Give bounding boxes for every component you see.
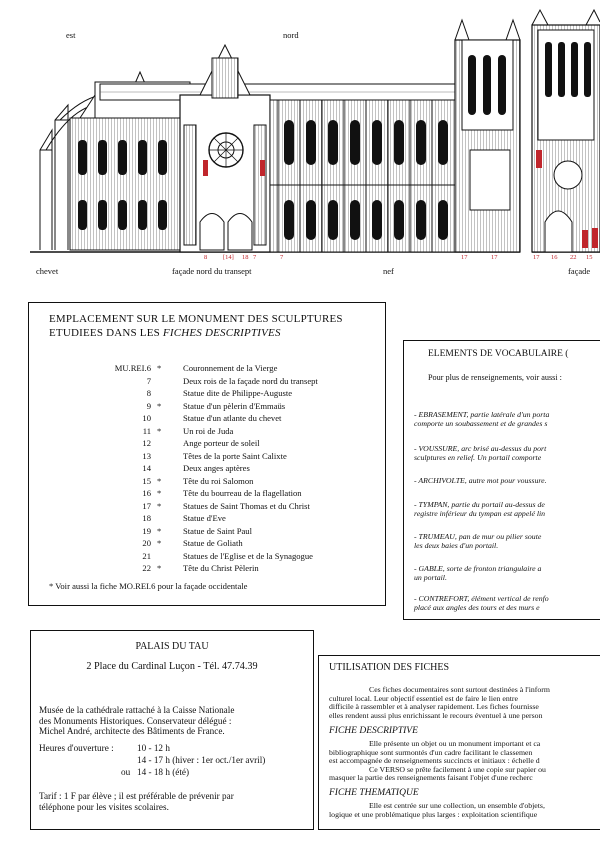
util-line: masquer la partie des renseignements faisant l'objet d'une recherc <box>329 773 533 783</box>
emplacement-title-line2 <box>49 327 281 339</box>
item-number: 20 <box>142 538 151 548</box>
red-num-16: 16 <box>551 254 558 261</box>
item-number: 9 <box>146 400 151 411</box>
item-text: Tête du roi Salomon <box>183 475 254 486</box>
red-num-17b: 17 <box>491 254 498 261</box>
item-text: Tête du Christ Pèlerin <box>183 563 259 573</box>
util-line: Elle est centrée sur une collection, un ensemble d'objets, <box>369 801 545 810</box>
label-facade-nord-transept: façade nord du transept <box>172 266 252 276</box>
vocab-line: - VOUSSURE, arc brisé au-dessus du port <box>414 444 547 453</box>
item-text: Têtes de la porte Saint Calixte <box>183 450 287 461</box>
emplacement-title-italic: FICHES DESCRIPTIVES <box>162 327 281 339</box>
item-number: 17 <box>142 500 151 511</box>
item-star: * <box>157 363 162 373</box>
palais-desc-line: des Monuments Historiques. Conservateur délégué : <box>39 715 232 726</box>
vocab-item <box>414 533 541 550</box>
palais-description <box>39 705 234 737</box>
emplacement-footnote: * Voir aussi la fiche MO.REI.6 pour la façade occidentale <box>49 581 248 591</box>
util-line: Ce VERSO se prête facilement à une copie sur papier ou <box>369 764 546 774</box>
item-star: * <box>157 400 162 411</box>
item-star: * <box>157 488 162 498</box>
emplacement-title-plain: ETUDIEES DANS LES <box>49 327 163 339</box>
util-line: Ces fiches documentaires sont surtout destinées à l'inform <box>369 685 550 694</box>
palais-tarif <box>39 791 234 812</box>
red-num-18: 18 <box>242 254 249 261</box>
item-text: Ange porteur de soleil <box>183 438 260 448</box>
emplacement-title-line1: EMPLACEMENT SUR LE MONUMENT DES SCULPTURES <box>49 313 343 325</box>
item-text: Statues de l'Eglise et de la Synagogue <box>183 550 313 561</box>
fiche-descriptive-heading: FICHE DESCRIPTIVE <box>329 726 418 736</box>
vocab-item <box>414 595 549 612</box>
item-text: Tête du bourreau de la flagellation <box>183 488 302 498</box>
palais-tarif-line: téléphone pour les visites scolaires. <box>39 801 169 812</box>
item-star: * <box>157 500 162 511</box>
item-text: Deux rois de la façade nord du transept <box>183 375 318 386</box>
item-number: 11 <box>142 425 151 436</box>
label-est: est <box>66 30 76 40</box>
palais-desc-line: Musée de la cathédrale rattaché à la Caisse Nationale <box>39 705 235 715</box>
item-star: * <box>157 525 162 536</box>
item-number: 18 <box>142 513 151 523</box>
item-text: Statues de Saint Thomas et du Christ <box>183 500 310 511</box>
palais-address: 2 Place du Cardinal Luçon - Tél. 47.74.39 <box>86 661 258 672</box>
vocab-line: sculptures en relief. Un portail comporte <box>414 452 542 462</box>
item-text: Statue d'un pèlerin d'Emmaüs <box>183 400 286 411</box>
fiche-thematique-heading: FICHE THEMATIQUE <box>329 788 419 798</box>
red-num-14: [14] <box>223 254 234 261</box>
item-number: 21 <box>142 550 151 561</box>
red-num-17c: 17 <box>533 254 540 261</box>
vocab-item <box>414 565 541 582</box>
item-text: Statue dite de Philippe-Auguste <box>183 388 293 398</box>
vocab-line: un portail. <box>414 572 447 582</box>
item-text: Couronnement de la Vierge <box>183 363 278 373</box>
item-text: Un roi de Juda <box>183 425 234 436</box>
utilisation-paragraph-2 <box>329 740 546 783</box>
item-number: 8 <box>146 388 151 398</box>
item-star: * <box>157 538 162 548</box>
vocab-item <box>414 445 546 462</box>
vocab-line: - GABLE, sorte de fronton triangulaire a <box>414 564 542 573</box>
item-text: Statue de Goliath <box>183 538 243 548</box>
utilisation-box <box>318 655 600 830</box>
item-number: 16 <box>142 488 151 498</box>
item-text: Statue d'un atlante du chevet <box>183 413 282 423</box>
item-number: 22 <box>142 563 151 573</box>
vocab-item <box>414 501 545 518</box>
red-num-17a: 17 <box>461 254 468 261</box>
vocab-item <box>414 477 547 486</box>
item-text: Deux anges aptères <box>183 463 250 473</box>
red-num-15: 15 <box>586 254 593 261</box>
util-line: bibliographique sont surmontés d'un cadre facilitant le classemen <box>329 747 533 757</box>
vocab-line: - EBRASEMENT, partie latérale d'un porta <box>414 410 550 419</box>
item-text: Statue d'Eve <box>183 513 226 523</box>
red-num-22: 22 <box>570 254 577 261</box>
red-num-7a: 7 <box>253 254 257 261</box>
label-facade: façade <box>568 266 591 276</box>
palais-tarif-line: Tarif : 1 F par élève ; il est préférable de prévenir par <box>39 791 234 801</box>
sculpture-list <box>101 363 381 573</box>
item-number: 7 <box>146 375 151 386</box>
label-nef: nef <box>383 266 394 276</box>
palais-title: PALAIS DU TAU <box>135 641 209 652</box>
vocab-line: placé aux angles des tours et des murs e <box>414 602 540 612</box>
red-num-7b: 7 <box>280 254 284 261</box>
item-number: MU.REI.6 <box>114 363 151 373</box>
red-num-8: 8 <box>204 254 208 261</box>
palais-hours-3-pre: ou <box>121 767 131 777</box>
vocab-line: - TYMPAN, partie du portail au-dessus de <box>414 500 545 509</box>
item-number: 13 <box>142 450 151 461</box>
util-line: culturel local. Leur objectif essentiel est de faire le lien entre <box>329 693 518 703</box>
palais-du-tau-box <box>30 630 314 830</box>
item-number: 10 <box>142 413 151 423</box>
vocabulaire-title: ELEMENTS DE VOCABULAIRE ( <box>428 349 569 359</box>
cathedral-drawing <box>0 0 600 290</box>
emplacement-box <box>28 302 386 606</box>
palais-hours-3: 14 - 18 h (été) <box>137 767 190 777</box>
label-chevet: chevet <box>36 266 59 276</box>
utilisation-paragraph-1 <box>329 686 550 720</box>
util-line: logique et une problématique plus larges : exploitation scientifique <box>329 809 538 819</box>
vocab-line: les deux baies d'un portail. <box>414 540 499 550</box>
item-star: * <box>157 475 162 486</box>
item-star: * <box>157 563 162 573</box>
cathedral-elevation <box>0 0 600 290</box>
label-nord: nord <box>283 30 299 40</box>
palais-desc-line: Michel André, architecte des Bâtiments de France. <box>39 726 225 736</box>
vocab-line: - CONTREFORT, élément vertical de renfo <box>414 594 549 603</box>
util-line: Elle présente un objet ou un monument important et ca <box>369 739 541 748</box>
item-number: 19 <box>142 525 151 536</box>
util-line: elles rendent aussi plus enrichissant le recours éventuel à une person <box>329 710 543 720</box>
utilisation-title: UTILISATION DES FICHES <box>329 662 449 673</box>
item-number: 12 <box>142 438 151 448</box>
vocab-item <box>414 411 549 428</box>
vocab-line: - ARCHIVOLTE, autre mot pour voussure. <box>414 476 547 485</box>
vocab-line: comporte un soubassement et de grandes s <box>414 418 548 428</box>
palais-hours-2: 14 - 17 h (hiver : 1er oct./1er avril) <box>137 755 266 765</box>
item-number: 15 <box>142 475 151 486</box>
vocab-line: registre inférieur du tympan est appelé lin <box>414 508 546 518</box>
util-line: difficile à rassembler et à analyser rapidement. Les fiches fournisse <box>329 702 539 712</box>
utilisation-paragraph-3 <box>329 802 545 819</box>
vocabulaire-box <box>403 340 600 620</box>
palais-hours-1: 10 - 12 h <box>137 743 170 753</box>
item-number: 14 <box>142 463 151 473</box>
vocab-line: - TRUMEAU, pan de mur ou pilier soute <box>414 532 542 541</box>
item-text: Statue de Saint Paul <box>183 525 252 536</box>
palais-hours-label: Heures d'ouverture : <box>39 743 114 753</box>
util-line: est accompagnée de renseignements succincts et initiaux : échelle d <box>329 756 540 766</box>
vocabulaire-subtitle: Pour plus de renseignements, voir aussi : <box>428 373 562 382</box>
item-star: * <box>157 425 162 436</box>
